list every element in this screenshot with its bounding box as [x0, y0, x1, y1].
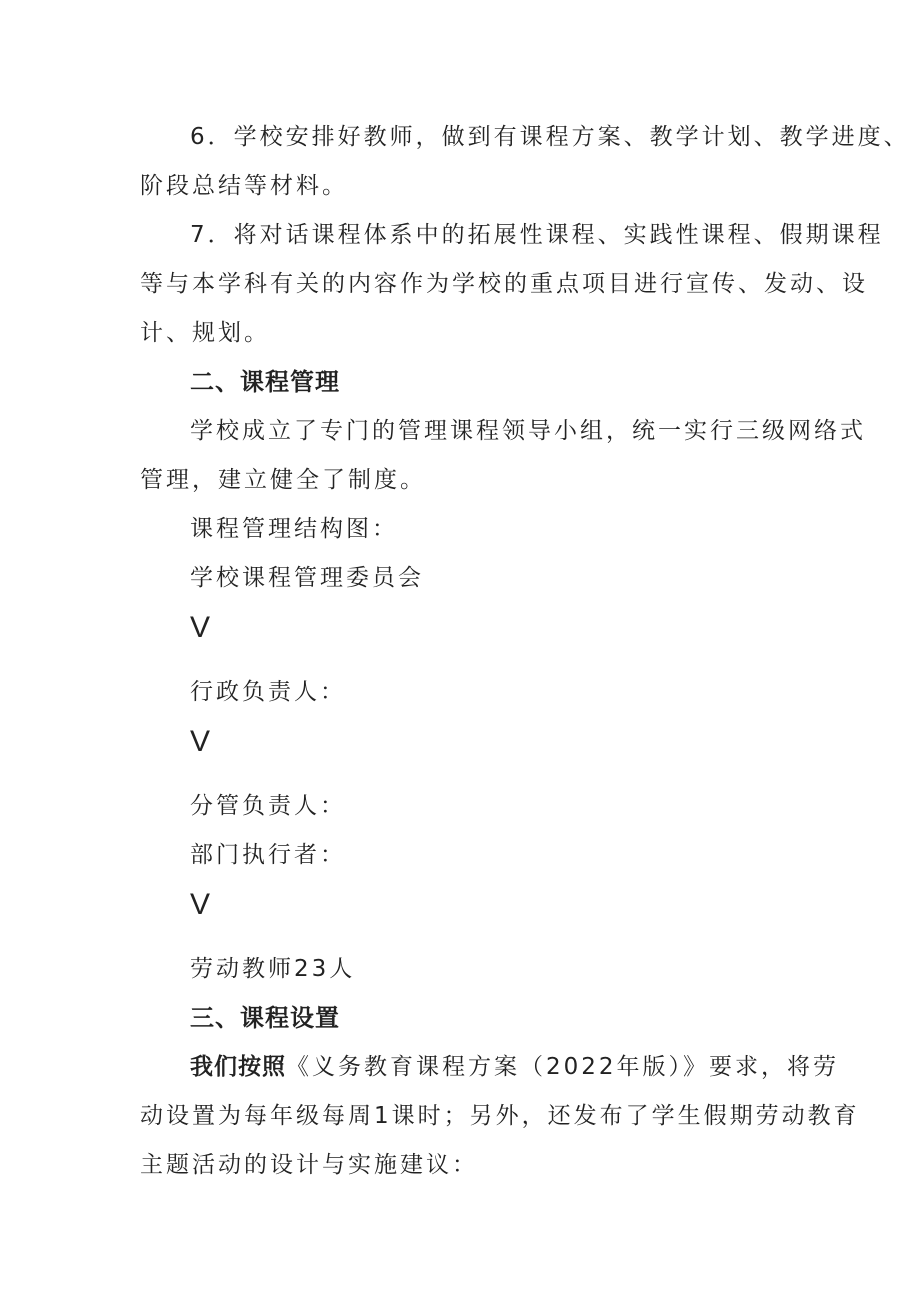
- structure-level-2: 行政负责人：: [190, 679, 346, 705]
- section-3-heading: 三、课程设置: [190, 1004, 340, 1032]
- down-arrow-icon: V: [190, 725, 211, 758]
- structure-level-4: 劳动教师23人: [190, 956, 356, 982]
- structure-level-3a: 分管负责人：: [190, 793, 346, 819]
- section-2-paragraph-line-2: 管理，建立健全了制度。: [140, 467, 426, 493]
- structure-chart-title: 课程管理结构图：: [190, 516, 398, 542]
- section-2-heading: 二、课程管理: [190, 368, 340, 396]
- paragraph-7-line-3: 计、规划。: [140, 320, 270, 346]
- section-3-paragraph-line-3: 主题活动的设计与实施建议：: [140, 1152, 478, 1178]
- structure-level-3b: 部门执行者：: [190, 842, 346, 868]
- section-3-line-1-rest: 《义务教育课程方案（2022年版）》要求，将劳: [286, 1054, 840, 1080]
- paragraph-6-line-1: 6．学校安排好教师，做到有课程方案、教学计划、教学进度、: [190, 124, 910, 150]
- down-arrow-icon: V: [190, 888, 211, 921]
- section-2-paragraph-line-1: 学校成立了专门的管理课程领导小组，统一实行三级网络式: [190, 418, 866, 444]
- down-arrow-icon: V: [190, 611, 211, 644]
- structure-level-1: 学校课程管理委员会: [190, 565, 424, 591]
- section-3-lead-text: 我们按照: [190, 1054, 286, 1080]
- paragraph-6-line-2: 阶段总结等材料。: [140, 173, 348, 199]
- paragraph-7-line-1: 7．将对话课程体系中的拓展性课程、实践性课程、假期课程: [190, 222, 884, 248]
- paragraph-7-line-2: 等与本学科有关的内容作为学校的重点项目进行宣传、发动、设: [140, 271, 868, 297]
- section-3-paragraph-line-1: [190, 1051, 839, 1083]
- section-3-paragraph-line-2: 动设置为每年级每周1课时；另外，还发布了学生假期劳动教育: [140, 1103, 860, 1129]
